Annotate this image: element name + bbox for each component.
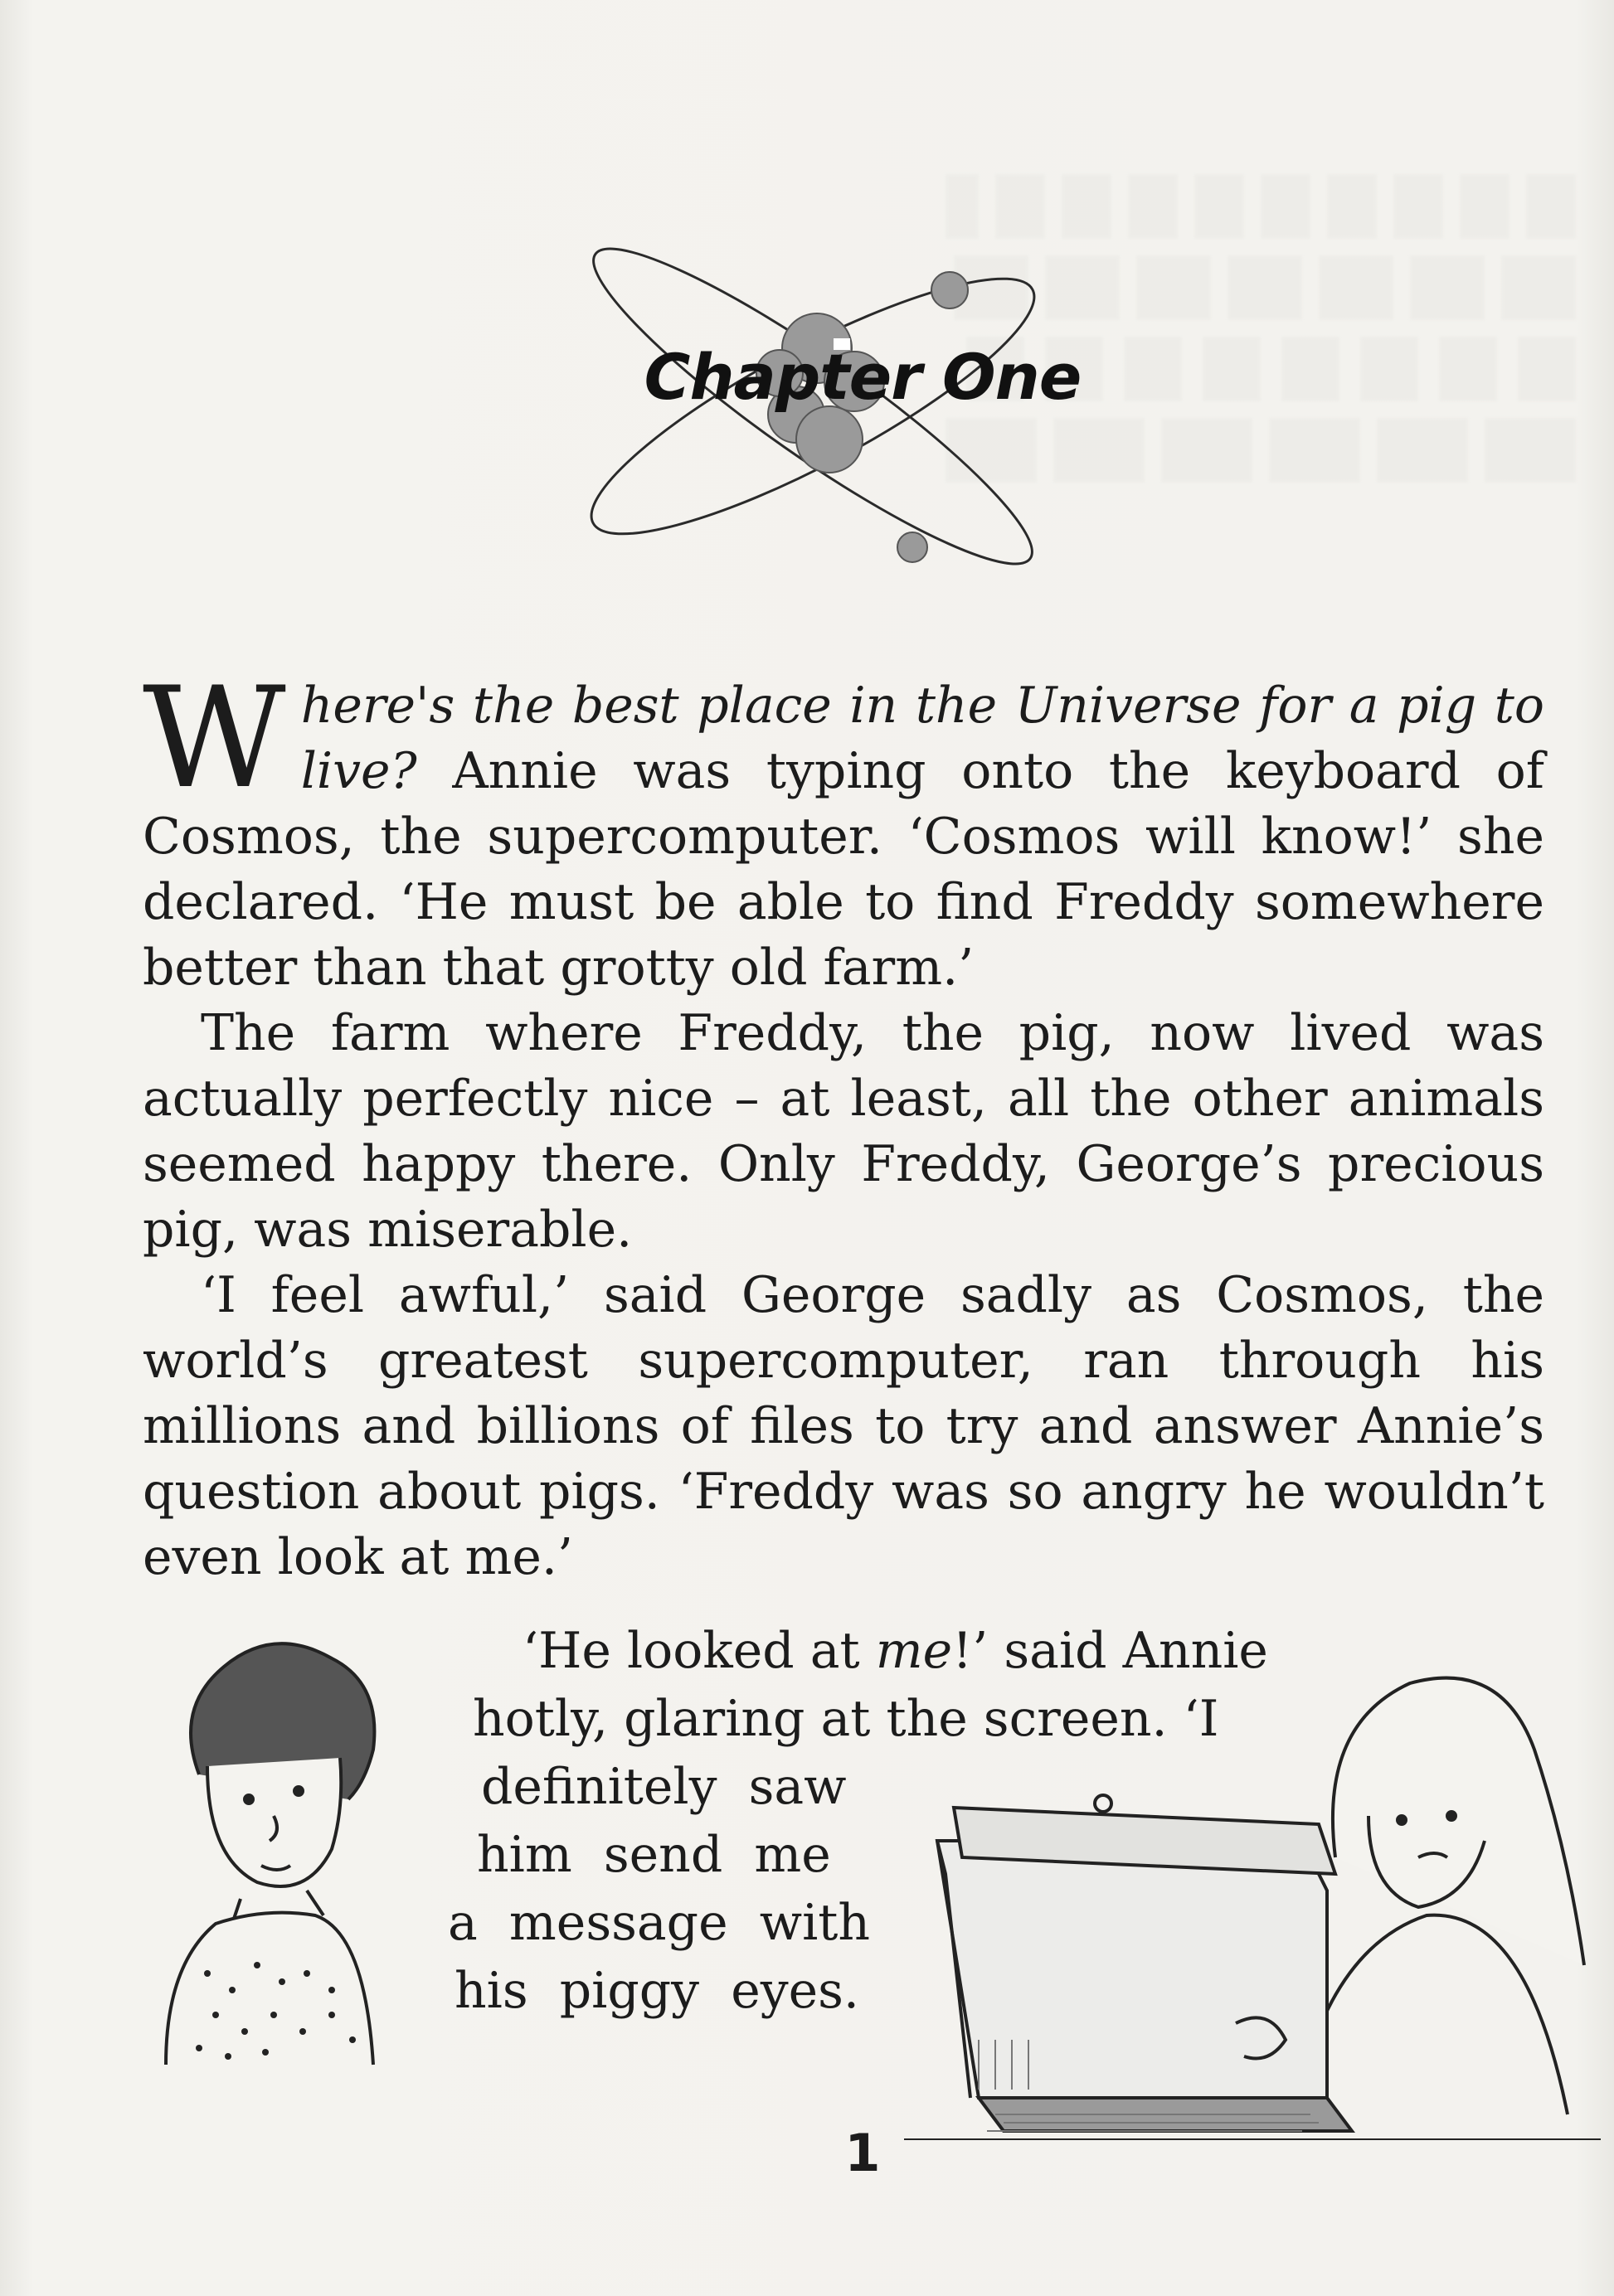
wrapped-line-3: definitely saw <box>481 1758 847 1816</box>
george-illustration <box>149 1625 398 2073</box>
paragraph-1-text: Annie was typing onto the keyboard of Cosmos, the supercomputer. ‘Cosmos will know!’ she declared. ‘He must be able to find Freddy somewhere better than that grotty old farm.’ <box>143 742 1544 997</box>
paragraph-3: ‘I feel awful,’ said George sadly as Cosmos, the world’s greatest supercomputer, ran through his millions and billions of files to try and answer Annie’s question about pigs. ‘Freddy was so angry he wouldn’t even look at me.’ <box>143 1266 1544 1586</box>
page-number: 1 <box>844 2123 881 2183</box>
wrapped-line-4: him send me <box>477 1826 831 1884</box>
paragraph-2: The farm where Freddy, the pig, now lived was actually perfectly nice – at least, all the other animals seemed happy there. Only Freddy, George’s precious pig, was miserable. <box>143 1004 1544 1259</box>
paragraph-1 <box>143 657 1544 1001</box>
wrapped-line-5: a message with <box>448 1894 871 1952</box>
wrapped-line-6: his piggy eyes. <box>455 1962 859 2020</box>
chapter-heading <box>531 166 1111 630</box>
chapter-title: Chapter One <box>644 340 1082 414</box>
wrapped-line-2: hotly, glaring at the screen. ‘I <box>473 1690 1219 1748</box>
opening-question: here's the best place in the Universe for a pig to live? <box>300 677 1544 800</box>
emphasis-me: me <box>875 1622 953 1680</box>
annie-computer-illustration <box>904 1650 1601 2164</box>
wrapped-line-1: ‘He looked at me!’ said Annie <box>523 1622 1268 1680</box>
chapter-body <box>143 657 1544 1590</box>
drop-cap: W <box>143 657 286 819</box>
